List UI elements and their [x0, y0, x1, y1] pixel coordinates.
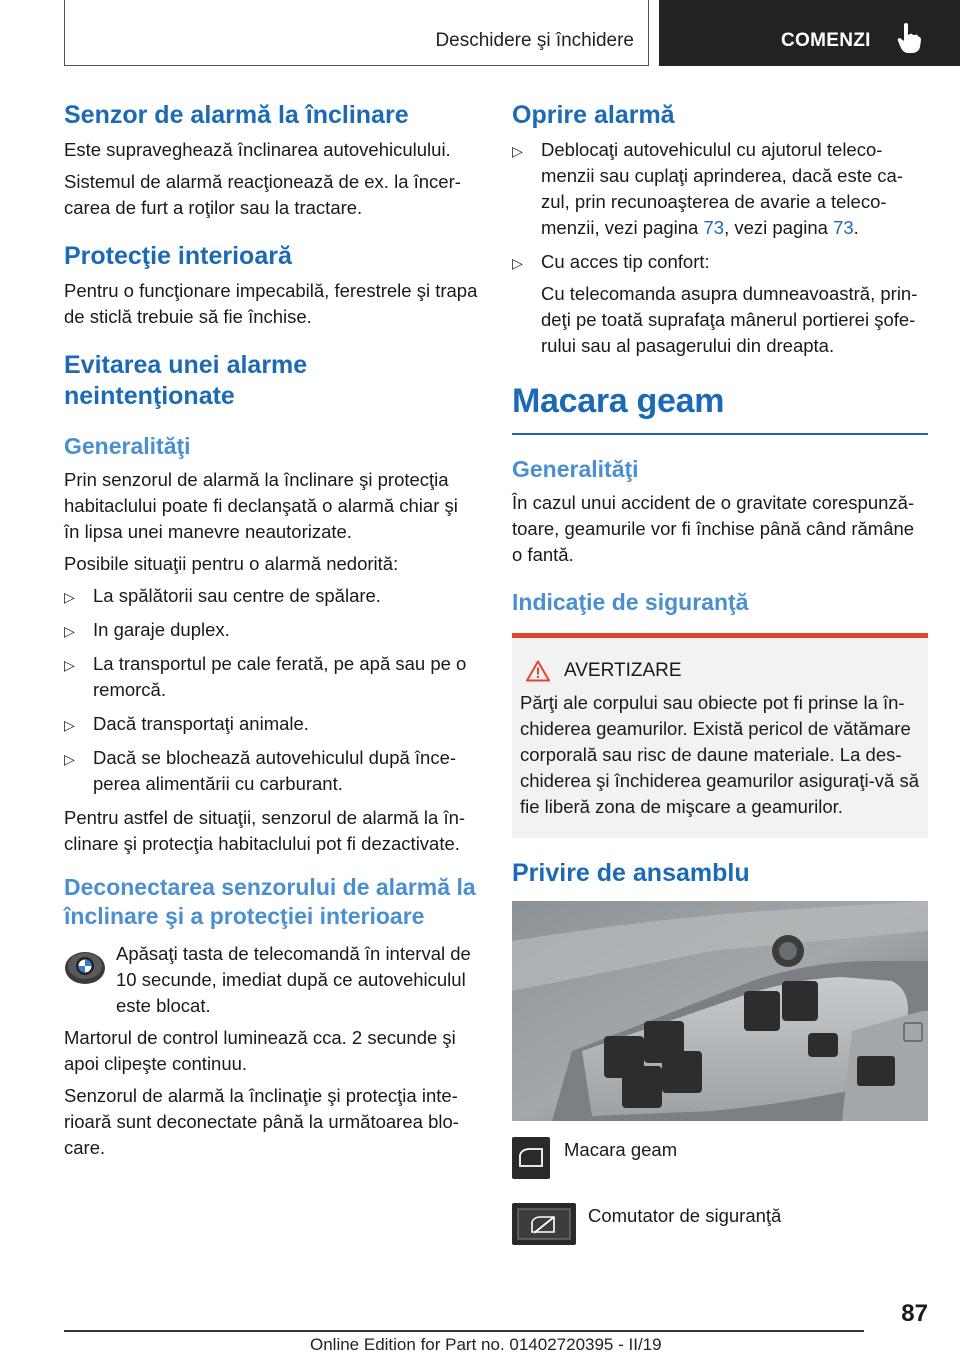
triangle-bullet-icon: ▷	[64, 623, 75, 639]
footer-divider	[64, 1330, 864, 1332]
paragraph: În cazul unui accident de o gravitate corespunză‐toare, geamurile vor fi închise până când rămâne o fantă.	[512, 492, 915, 565]
subheading-disable-sensors: Deconectarea senzorului de alarmă la înclinare şi a protecţiei interioare	[64, 874, 476, 929]
bmw-key-icon	[64, 947, 106, 989]
paragraph: Este supraveghează înclinarea autovehiculului.	[64, 139, 451, 160]
bullet-list	[512, 137, 928, 359]
triangle-bullet-icon: ▷	[64, 589, 75, 605]
window-controls-photo	[512, 901, 928, 1121]
heading-overview: Privire de ansamblu	[512, 859, 750, 887]
subheading-general: Generalităţi	[64, 433, 191, 459]
paragraph: Pentru o funcţionare impecabilă, ferestrele şi trapa de sticlă trebuie să fie închise.	[64, 280, 478, 327]
heading-avoid-false-alarm: Evitarea unei alarme neintenţionate	[64, 351, 308, 410]
section-frame	[64, 0, 649, 66]
warning-title: AVERTIZARE	[520, 658, 920, 684]
list-item: ▷ La spălătorii sau centre de spălare.	[64, 583, 478, 609]
warning-box	[512, 633, 928, 838]
pointing-hand-icon	[895, 22, 923, 54]
legend-label: Comutator de siguranţă	[588, 1205, 782, 1226]
bullet-list	[64, 583, 478, 797]
legend-label: Macara geam	[564, 1139, 678, 1160]
page-link[interactable]: 73	[833, 217, 854, 238]
paragraph: Pentru astfel de situaţii, senzorul de alarmă la în‐clinare şi protecţia habitaclului pot fi dezactivate.	[64, 807, 466, 854]
list-item-detail: Cu telecomanda asupra dumneavoastră, prin‐deţi pe toată suprafaţa mânerul portierei şofe‐rului sau al pasagerului din dreapta.	[541, 283, 918, 356]
legend-item-window-lift	[512, 1137, 928, 1187]
warning-triangle-icon	[526, 660, 550, 682]
safety-switch-icon	[512, 1203, 576, 1245]
paragraph: Martorul de control luminează cca. 2 secunde şi apoi clipeşte continuu.	[64, 1027, 456, 1074]
window-lift-icon	[512, 1137, 550, 1179]
heading-tilt-alarm: Senzor de alarmă la înclinare	[64, 101, 409, 129]
left-column	[64, 100, 478, 1161]
paragraph: Prin senzorul de alarmă la înclinare şi protecţia habitaclului poate fi declanşată o alarmă chiar şi în lipsa unei manevre neautorizate.	[64, 469, 458, 542]
title-divider	[512, 433, 928, 435]
footer-edition: Online Edition for Part no. 01402720395 - II/19	[310, 1335, 662, 1354]
legend-item-safety-switch	[512, 1203, 928, 1253]
triangle-bullet-icon: ▷	[64, 717, 75, 733]
paragraph: Senzorul de alarmă la înclinaţie şi protecţia inte‐rioară sunt deconectate până la următoarea blo‐care.	[64, 1085, 459, 1158]
page-link[interactable]: 73	[703, 217, 725, 238]
key-instruction: Apăsaţi tasta de telecomandă în interval de 10 secunde, imediat după ce autovehiculul este blocat.	[64, 941, 478, 1019]
section-title: Deschidere şi închidere	[435, 30, 634, 51]
subheading-general: Generalităţi	[512, 456, 639, 482]
triangle-bullet-icon: ▷	[64, 751, 75, 767]
list-item: ▷ La transportul pe cale ferată, pe apă sau pe o remorcă.	[64, 653, 467, 700]
chapter-title: Macara geam	[512, 382, 725, 420]
page-number: 87	[901, 1300, 928, 1327]
list-item: ▷ Dacă se blochează autovehiculul după înce‐perea alimentării cu carburant.	[64, 747, 457, 794]
list-item: ▷ In garaje duplex.	[64, 617, 478, 643]
list-item: ▷ Cu acces tip confort: Cu telecomanda asupra dumneavoastră, prin‐deţi pe toată suprafaţa mânerul portierei şofe‐rului sau al pasagerului din dreapta.	[512, 249, 928, 359]
chapter-tab-label: COMENZI	[781, 30, 871, 51]
heading-stop-alarm: Oprire alarmă	[512, 101, 675, 129]
chapter-tab[interactable]	[659, 0, 960, 66]
triangle-bullet-icon: ▷	[64, 657, 75, 673]
right-column	[512, 100, 928, 1253]
heading-interior-protection: Protecţie interioară	[64, 242, 292, 270]
paragraph: Sistemul de alarmă reacţionează de ex. la încer‐carea de furt a roţilor sau la tractare.	[64, 171, 461, 218]
warning-text: Părţi ale corpului sau obiecte pot fi prinse la în‐chiderea geamurilor. Există pericol de vătămare corporală sau risc de daune materiale. La des‐chiderea şi închiderea geamurilor asiguraţi-vă să fie liberă zona de mişcare a geamurilor.	[520, 692, 919, 817]
subheading-safety-note: Indicaţie de siguranţă	[512, 589, 749, 615]
triangle-bullet-icon: ▷	[512, 143, 523, 159]
page-header	[0, 0, 960, 66]
triangle-bullet-icon: ▷	[512, 255, 523, 271]
paragraph: Posibile situaţii pentru o alarmă nedorită:	[64, 553, 399, 574]
list-item: ▷ Deblocaţi autovehiculul cu ajutorul teleco‐menzii sau cuplaţi aprinderea, dacă este ca‐zul, prin recunoaşterea de avarie a teleco‐menzii, vezi pagina 73, vezi pagina 73.	[512, 139, 903, 238]
list-item: ▷ Dacă transportaţi animale.	[64, 711, 478, 737]
